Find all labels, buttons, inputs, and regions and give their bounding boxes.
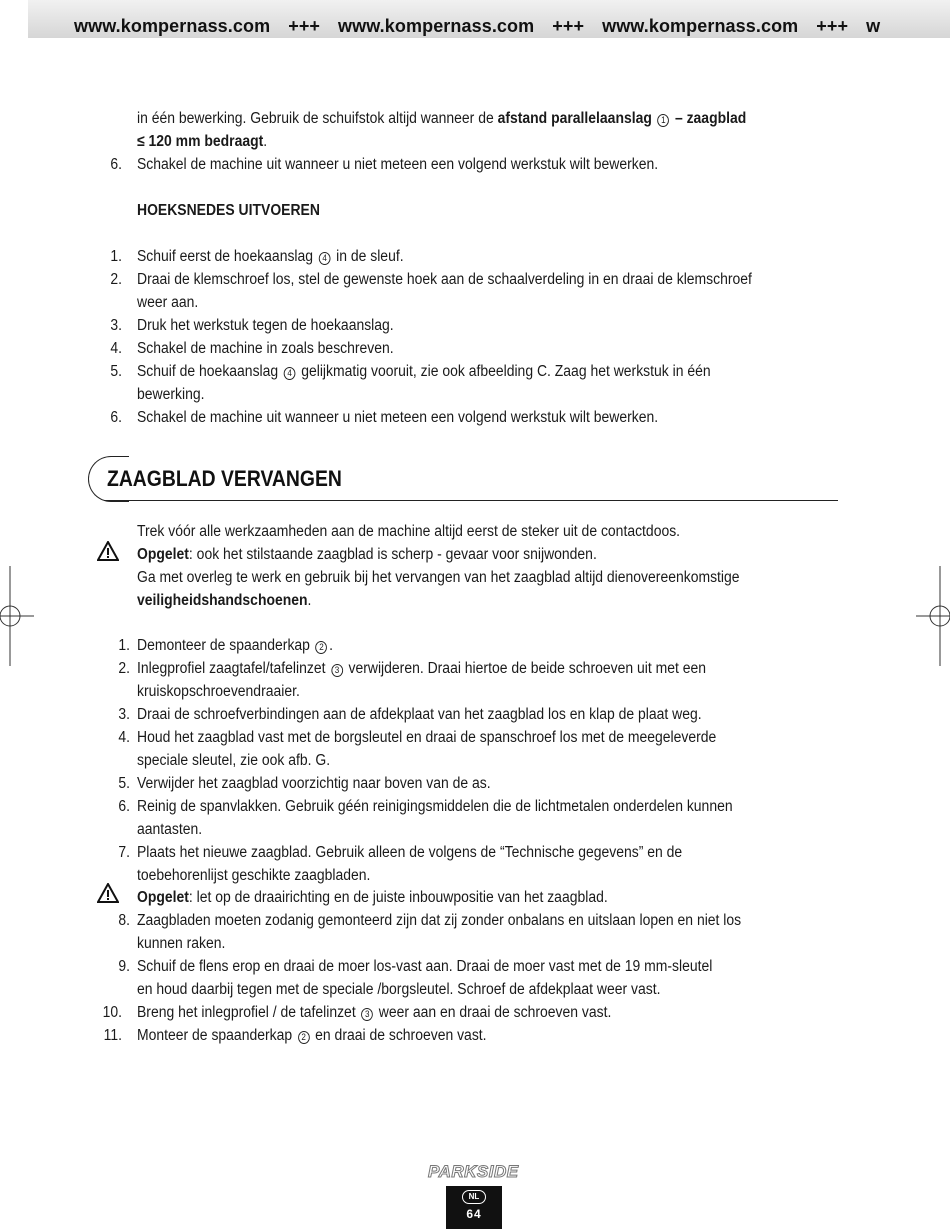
brand-logo: PARKSIDE <box>428 1162 519 1181</box>
list-number: 6. <box>110 156 122 173</box>
list-number: 4. <box>118 729 130 746</box>
text-run: : ook het stilstaande zaagblad is scherp - gevaar voor snijwonden. <box>188 546 597 563</box>
text-run: . <box>329 637 334 654</box>
text-run: Inlegprofiel zaagtafel/tafelinzet <box>137 660 330 677</box>
list-item: Draai de schroefverbindingen aan de afdekplaat van het zaagblad los en klap de plaat weg. <box>137 706 702 723</box>
bold-text: afstand parallelaanslag <box>497 110 652 127</box>
list-item-continuation: speciale sleutel, zie ook afb. G. <box>137 752 331 769</box>
list-item <box>137 1024 487 1047</box>
intro-line: Ga met overleg te werk en gebruik bij het vervangen van het zaagblad altijd dienovereenkomstige <box>137 569 740 586</box>
list-number: 1. <box>110 248 122 265</box>
list-number: 10. <box>102 1004 122 1021</box>
warning-line <box>137 886 608 909</box>
warning-icon <box>97 883 119 903</box>
list-number: 7. <box>118 844 130 861</box>
list-item <box>137 657 706 680</box>
circled-number: 4 <box>319 252 331 265</box>
text-run: Monteer de spaanderkap <box>137 1027 296 1044</box>
list-item-continuation: kunnen raken. <box>137 935 226 952</box>
list-item-continuation: aantasten. <box>137 821 203 838</box>
language-badge: NL <box>462 1190 486 1204</box>
circled-number: 3 <box>331 664 343 677</box>
text-run: in één bewerking. Gebruik de schuifstok altijd wanneer de <box>137 110 498 127</box>
list-item: Druk het werkstuk tegen de hoekaanslag. <box>137 317 394 334</box>
list-number: 5. <box>118 775 130 792</box>
list-item: Verwijder het zaagblad voorzichtig naar boven van de as. <box>137 775 491 792</box>
circled-number: 4 <box>284 367 296 380</box>
intro-line <box>137 589 311 612</box>
bold-text: – zaagblad <box>671 110 747 127</box>
header-url-strip <box>74 16 880 37</box>
header-separator: +++ <box>288 16 321 36</box>
list-number: 6. <box>118 798 130 815</box>
continuation-line <box>137 107 746 130</box>
list-item: Reinig de spanvlakken. Gebruik géén reinigingsmiddelen die de lichtmetalen onderdelen kunnen <box>137 798 733 815</box>
text-run: Breng het inlegprofiel / de tafelinzet <box>137 1004 360 1021</box>
bold-text: ≤ 120 mm bedraagt <box>137 133 264 150</box>
text-run: : let op de draairichting en de juiste inbouwpositie van het zaagblad. <box>188 889 608 906</box>
section-title-rule <box>104 500 838 501</box>
text-run: in de sleuf. <box>332 248 404 265</box>
list-number: 3. <box>110 317 122 334</box>
list-number: 1. <box>118 637 130 654</box>
text-run: Schuif eerst de hoekaanslag <box>137 248 317 265</box>
text-run: Demonteer de spaanderkap <box>137 637 314 654</box>
header-separator: +++ <box>552 16 585 36</box>
list-item: Schakel de machine in zoals beschreven. <box>137 340 394 357</box>
list-item: Plaats het nieuwe zaagblad. Gebruik alleen de volgens de “Technische gegevens” en de <box>137 844 683 861</box>
section-title: ZAAGBLAD VERVANGEN <box>107 466 342 491</box>
subheading: HOEKSNEDES UITVOEREN <box>137 202 320 219</box>
header-url: www.kompernass.com <box>602 16 799 36</box>
warning-icon <box>97 541 119 561</box>
list-item-continuation: en houd daarbij tegen met de speciale /borgsleutel. Schroef de afdekplaat weer vast. <box>137 981 661 998</box>
text-run: weer aan en draai de schroeven vast. <box>374 1004 612 1021</box>
intro-line: Trek vóór alle werkzaamheden aan de machine altijd eerst de steker uit de contactdoos. <box>137 523 681 540</box>
text-run: verwijderen. Draai hiertoe de beide schroeven uit met een <box>344 660 706 677</box>
header-separator: +++ <box>816 16 849 36</box>
list-number: 6. <box>110 409 122 426</box>
list-number: 3. <box>118 706 130 723</box>
list-number: 9. <box>118 958 130 975</box>
bold-text: Opgelet <box>137 546 189 563</box>
circled-number: 3 <box>361 1008 373 1021</box>
circled-number: 2 <box>316 641 328 654</box>
list-number: 2. <box>118 660 130 677</box>
list-item <box>137 360 711 383</box>
text-run: Schuif de hoekaanslag <box>137 363 283 380</box>
list-item-continuation: weer aan. <box>137 294 199 311</box>
list-item-continuation: toebehorenlijst geschikte zaagbladen. <box>137 867 371 884</box>
list-number: 4. <box>110 340 122 357</box>
header-url: www.kompernass.com <box>74 16 271 36</box>
list-item-continuation: kruiskopschroevendraaier. <box>137 683 300 700</box>
list-number: 2. <box>110 271 122 288</box>
bold-text: veiligheidshandschoenen <box>137 592 308 609</box>
header-url: www.kompernass.com <box>338 16 535 36</box>
list-item: Schakel de machine uit wanneer u niet meteen een volgend werkstuk wilt bewerken. <box>137 409 659 426</box>
circled-number: 2 <box>298 1031 310 1044</box>
continuation-line <box>137 130 267 153</box>
text-run: . <box>307 592 312 609</box>
header-url-fragment: w <box>866 16 881 36</box>
list-number: 8. <box>118 912 130 929</box>
registration-mark-left <box>0 566 40 666</box>
list-item: Houd het zaagblad vast met de borgsleutel en draai de spanschroef los met de meegeleverde <box>137 729 717 746</box>
page-number: 64 <box>466 1207 482 1221</box>
list-number: 5. <box>110 363 122 380</box>
list-item: Draai de klemschroef los, stel de gewenste hoek aan de schaalverdeling in en draai de klemschroef <box>137 271 752 288</box>
list-item: Schakel de machine uit wanneer u niet meteen een volgend werkstuk wilt bewerken. <box>137 156 659 173</box>
text-run: gelijkmatig vooruit, zie ook afbeelding C. Zaag het werkstuk in één <box>297 363 711 380</box>
registration-mark-right <box>912 566 950 666</box>
bold-text: Opgelet <box>137 889 189 906</box>
text-run: en draai de schroeven vast. <box>311 1027 487 1044</box>
list-item: Zaagbladen moeten zodanig gemonteerd zijn dat zij zonder onbalans en uitslaan lopen en niet los <box>137 912 742 929</box>
circled-number: 1 <box>658 114 670 127</box>
list-item <box>137 634 333 657</box>
list-item-continuation: bewerking. <box>137 386 205 403</box>
text-run: . <box>263 133 268 150</box>
list-number: 11. <box>103 1027 122 1044</box>
list-item: Schuif de flens erop en draai de moer los-vast aan. Draai de moer vast met de 19 mm-sleutel <box>137 958 713 975</box>
list-item <box>137 245 404 268</box>
list-item <box>137 1001 611 1024</box>
warning-line <box>137 543 597 566</box>
